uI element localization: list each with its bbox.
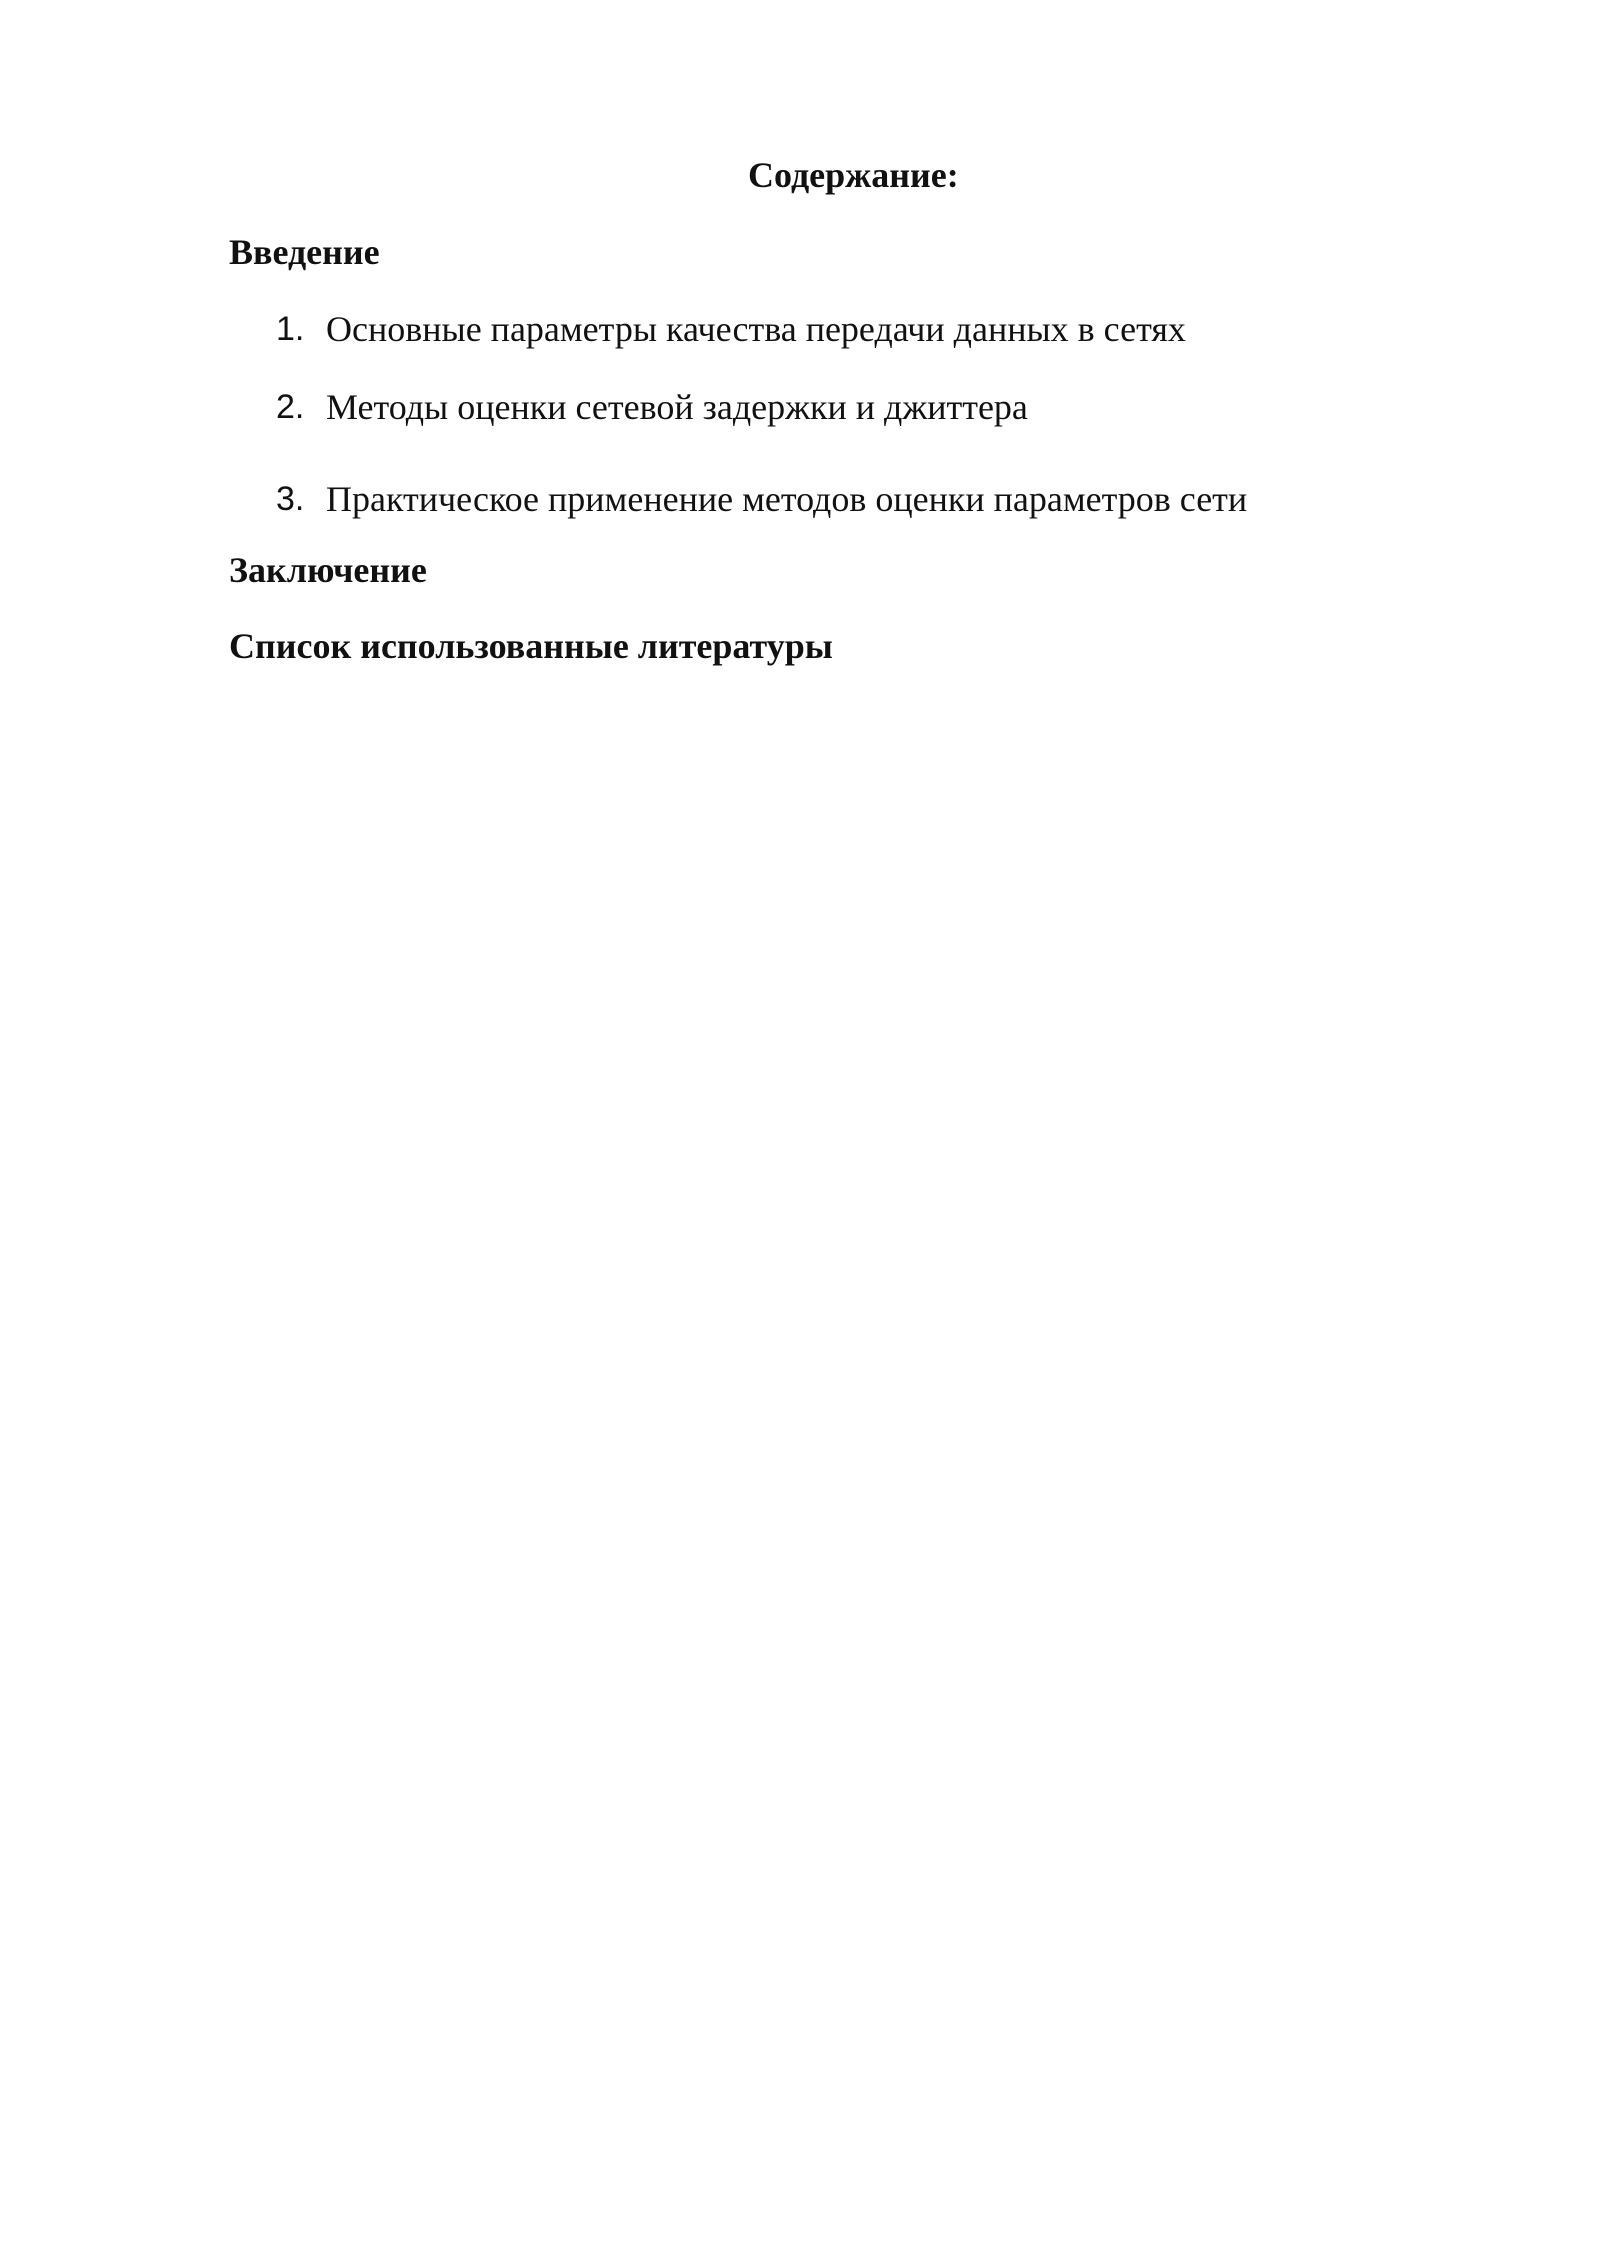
toc-item-label: Практическое применение методов оценки параметров сети bbox=[326, 479, 1248, 519]
page-title: Содержание: bbox=[748, 155, 959, 195]
toc-item-number: 2. bbox=[276, 388, 305, 426]
toc-item-label: Методы оценки сетевой задержки и джиттера bbox=[326, 387, 1028, 427]
toc-item bbox=[276, 387, 1028, 427]
toc-conclusion: Заключение bbox=[229, 550, 427, 590]
toc-item-label: Основные параметры качества передачи данных в сетях bbox=[326, 309, 1186, 349]
toc-references: Список использованные литературы bbox=[229, 626, 833, 666]
toc-item-number: 3. bbox=[276, 480, 305, 518]
toc-introduction: Введение bbox=[229, 232, 380, 272]
toc-item bbox=[276, 479, 1247, 519]
toc-item-number: 1. bbox=[276, 310, 305, 348]
toc-item bbox=[276, 309, 1186, 349]
